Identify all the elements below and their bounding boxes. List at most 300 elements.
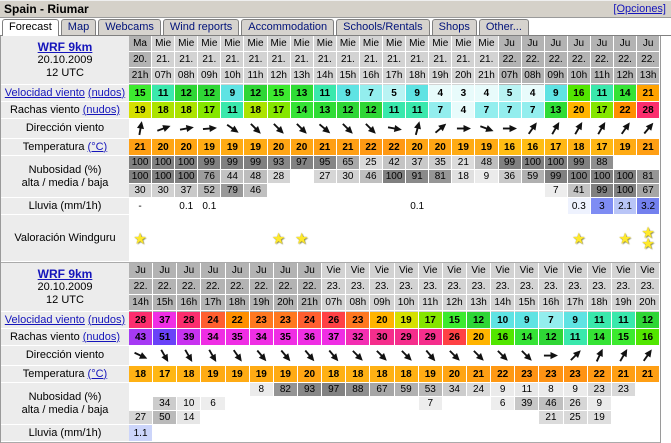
- cloud-low-cell: 30: [152, 184, 175, 198]
- column-date: 21.: [175, 52, 197, 68]
- wind-gust-cell: 7: [499, 102, 522, 119]
- column-date: 23.: [636, 279, 659, 295]
- wind-speed-cell: 11: [314, 85, 337, 102]
- wind-speed-cell: 13: [291, 85, 314, 102]
- cloud-mid-cell: 9: [588, 397, 612, 411]
- temperature-cell: 23: [515, 366, 539, 383]
- rain-cell: [383, 198, 406, 215]
- wind-speed-cell: 9: [406, 85, 429, 102]
- options-link[interactable]: [Opciones]: [613, 3, 666, 15]
- tab-shops[interactable]: Shops: [432, 19, 477, 35]
- cloud-high-cell: 11: [515, 383, 539, 397]
- column-day: Vie: [515, 263, 538, 279]
- wind-speed-cell: 24: [298, 312, 322, 329]
- rating-cell: [452, 215, 475, 262]
- wind-speed-unit-link[interactable]: (nudos): [87, 313, 126, 326]
- cloud-label-line1: Nubosidad (%): [28, 163, 102, 176]
- column-day: Ma: [129, 36, 151, 52]
- rating-cell: [383, 215, 406, 262]
- wind-speed-cell: 21: [637, 85, 660, 102]
- cloud-mid-cell: 44: [221, 170, 244, 184]
- cloud-mid-cell: [467, 397, 491, 411]
- column-header: [429, 36, 452, 85]
- wind-gusts-unit-link[interactable]: (nudos): [82, 330, 120, 343]
- column-hour: 18h: [226, 295, 249, 311]
- wind-speed-cell: 9: [564, 312, 588, 329]
- rain-cell: [152, 198, 175, 215]
- column-header: [383, 36, 406, 85]
- column-header: [419, 263, 443, 312]
- wind-direction-arrow-icon: [205, 348, 220, 363]
- wind-gust-cell: 28: [637, 102, 660, 119]
- wind-direction-cell: [129, 346, 153, 366]
- temperature-cell: 17: [591, 139, 614, 156]
- model-run-date: 20.10.2009: [37, 53, 93, 66]
- wind-speed-cell: 7: [360, 85, 383, 102]
- tab-schools-rentals[interactable]: Schools/Rentals: [336, 19, 430, 35]
- tab-bar: [0, 18, 671, 36]
- column-hour: 08h: [522, 68, 544, 84]
- cloud-low-cell: [346, 411, 370, 425]
- cloud-low-cell: [443, 411, 467, 425]
- wind-direction-cell: [515, 346, 539, 366]
- wind-direction-cell: [452, 119, 475, 139]
- cloud-high-cell: 93: [268, 156, 291, 170]
- column-date: 21.: [221, 52, 243, 68]
- rain-cell: [588, 425, 612, 442]
- cloud-low-cell: [395, 411, 419, 425]
- model-header-row: [1, 263, 660, 312]
- cloud-low-cell: [360, 184, 383, 198]
- rain-cell: 0.1: [198, 198, 221, 215]
- column-day: Vie: [491, 263, 514, 279]
- wind-direction-arrow-icon: [433, 121, 448, 136]
- cloud-low-cell: 19: [588, 411, 612, 425]
- cloud-high-cell: [153, 383, 177, 397]
- column-date: 23.: [443, 279, 466, 295]
- column-header: [177, 263, 201, 312]
- column-date: 22.: [637, 52, 659, 68]
- cloud-high-cell: 100: [129, 156, 152, 170]
- rain-cell: [153, 425, 177, 442]
- column-date: 21.: [475, 52, 497, 68]
- wind-speed-cell: 12: [244, 85, 267, 102]
- wind-direction-arrow-icon: [410, 121, 425, 136]
- temperature-cell: 21: [314, 139, 337, 156]
- temperature-cell: 22: [360, 139, 383, 156]
- wind-gust-cell: 20: [568, 102, 591, 119]
- temperature-cell: 19: [198, 139, 221, 156]
- wind-direction-cell: [545, 119, 568, 139]
- column-date: 21.: [383, 52, 405, 68]
- wind-speed-cell: 12: [636, 312, 660, 329]
- cloud-mid-cell: 26: [564, 397, 588, 411]
- wind-speed-unit-link[interactable]: (nudos): [87, 86, 126, 99]
- rain-label-text: Lluvia (mm/1h): [28, 199, 102, 212]
- column-day: Vie: [419, 263, 442, 279]
- model-info: [1, 263, 129, 312]
- rating-row: [1, 215, 660, 262]
- cloud-low-cell: [429, 184, 452, 198]
- cloud-mid-cell: 18: [452, 170, 475, 184]
- rating-cell: [175, 215, 198, 262]
- rain-cell: [360, 198, 383, 215]
- temperature-label-text: Temperatura: [22, 140, 85, 153]
- column-day: Mie: [152, 36, 174, 52]
- wind-direction-label-text: Dirección viento: [25, 349, 105, 361]
- wind-direction-arrow-icon: [456, 121, 471, 136]
- temperature-label-text: Temperatura: [22, 367, 85, 380]
- wind-direction-arrow-icon: [156, 121, 171, 136]
- column-date: 23.: [346, 279, 369, 295]
- column-hour: 17h: [383, 68, 405, 84]
- temperature-cell: 22: [588, 366, 612, 383]
- rain-cell: [370, 425, 394, 442]
- cloud-high-cell: 97: [291, 156, 314, 170]
- cloud-high-cell: 59: [395, 383, 419, 397]
- column-hour: 15h: [515, 295, 538, 311]
- wind-direction-cell: [591, 119, 614, 139]
- column-header: [588, 263, 612, 312]
- wind-direction-cell: [268, 119, 291, 139]
- wind-gust-cell: 17: [591, 102, 614, 119]
- cloud-mid-cell: 10: [177, 397, 201, 411]
- title-bar: [0, 0, 671, 18]
- column-hour: 18h: [588, 295, 611, 311]
- column-date: 22.: [568, 52, 590, 68]
- column-header: [298, 263, 322, 312]
- column-date: 22.: [129, 279, 152, 295]
- cloud-low-cell: 14: [177, 411, 201, 425]
- wind-speed-cell: 11: [591, 85, 614, 102]
- column-hour: 09h: [545, 68, 567, 84]
- cloud-mid-cell: 6: [201, 397, 225, 411]
- column-header: [443, 263, 467, 312]
- wind-direction-cell: [636, 346, 660, 366]
- wind-direction-arrow-icon: [157, 348, 172, 363]
- column-hour: 14h: [491, 295, 514, 311]
- wind-direction-cell: [337, 119, 360, 139]
- wind-direction-arrow-icon: [179, 121, 194, 136]
- column-day: Mie: [429, 36, 451, 52]
- rating-cell: [337, 215, 360, 262]
- wind-direction-cell: [467, 346, 491, 366]
- column-hour: 10h: [395, 295, 418, 311]
- rating-cell: [268, 215, 291, 262]
- cloud-low-cell: [515, 411, 539, 425]
- column-date: 23.: [322, 279, 345, 295]
- cloud-mid-cell: 59: [522, 170, 545, 184]
- wind-gusts-unit-link[interactable]: (nudos): [82, 103, 120, 116]
- cloud-low-cell: 7: [545, 184, 568, 198]
- wind-direction-cell: [370, 346, 394, 366]
- wind-gust-cell: 14: [291, 102, 314, 119]
- wind-direction-cell: [226, 346, 250, 366]
- cloud-mid-cell: [636, 397, 660, 411]
- wind-direction-cell: [314, 119, 337, 139]
- wind-gust-cell: 16: [491, 329, 515, 346]
- star-icon: ★: [272, 230, 285, 246]
- wind-gust-cell: 7: [429, 102, 452, 119]
- star-icon: ★: [642, 236, 654, 251]
- model-link[interactable]: WRF 9km: [37, 266, 93, 281]
- cloud-high-cell: 48: [475, 156, 498, 170]
- wind-direction-cell: [129, 119, 152, 139]
- cloud-high-cell: [614, 156, 637, 170]
- wind-direction-cell: [322, 346, 346, 366]
- cloud-low-cell: [322, 411, 346, 425]
- cloud-low-cell: 52: [198, 184, 221, 198]
- wind-speed-cell: 11: [152, 85, 175, 102]
- cloud-mid-cell: 46: [539, 397, 563, 411]
- column-hour: 13h: [637, 68, 659, 84]
- cloud-mid-cell: 81: [429, 170, 452, 184]
- tab-webcams[interactable]: Webcams: [98, 19, 161, 35]
- wind-direction-cell: [564, 346, 588, 366]
- column-date: 23.: [539, 279, 562, 295]
- cloud-low-cell: 50: [153, 411, 177, 425]
- rain-cell: [515, 425, 539, 442]
- wind-direction-cell: [244, 119, 267, 139]
- cloud-high-cell: 34: [443, 383, 467, 397]
- cloud-mid-cell: 7: [419, 397, 443, 411]
- wind-speed-cell: 14: [614, 85, 637, 102]
- column-day: Mie: [337, 36, 359, 52]
- cloud-mid-cell: 9: [475, 170, 498, 184]
- wind-gust-cell: 35: [274, 329, 298, 346]
- wind-speed-cell: 22: [226, 312, 250, 329]
- wind-direction-cell: [152, 119, 175, 139]
- wind-gust-cell: 13: [545, 102, 568, 119]
- wind-speed-cell: 11: [612, 312, 636, 329]
- rain-cell: 3: [591, 198, 614, 215]
- column-hour: 14h: [314, 68, 336, 84]
- column-hour: 21h: [298, 295, 321, 311]
- tab-map[interactable]: Map: [61, 19, 96, 35]
- wind-speed-cell: 23: [250, 312, 274, 329]
- cloud-mid-cell: 91: [406, 170, 429, 184]
- rain-cell: 2.1: [614, 198, 637, 215]
- rain-cell: 0.1: [175, 198, 198, 215]
- column-day: Mie: [406, 36, 428, 52]
- wind-speed-cell: 9: [545, 85, 568, 102]
- wind-direction-cell: [360, 119, 383, 139]
- column-header: [291, 36, 314, 85]
- column-hour: 11h: [244, 68, 266, 84]
- column-hour: 17h: [564, 295, 587, 311]
- column-day: Mie: [268, 36, 290, 52]
- wind-gust-cell: 11: [221, 102, 244, 119]
- cloud-low-cell: [268, 184, 291, 198]
- temperature-cell: 21: [129, 139, 152, 156]
- cloud-low-cell: [522, 184, 545, 198]
- wind-direction-arrow-icon: [543, 348, 558, 363]
- column-header: [591, 36, 614, 85]
- wind-speed-cell: 11: [588, 312, 612, 329]
- tab-forecast[interactable]: Forecast: [2, 19, 59, 36]
- wind-speed-cell: 15: [443, 312, 467, 329]
- rain-cell-row: [1, 425, 660, 442]
- model-header-row: [1, 36, 660, 85]
- wind-speed-cell: 26: [322, 312, 346, 329]
- cloud-mid-cell: [291, 170, 314, 184]
- column-headers: [129, 263, 660, 312]
- wind-direction-cell: [614, 119, 637, 139]
- column-hour: 11h: [591, 68, 613, 84]
- temperature-cell: 19: [226, 366, 250, 383]
- page-title: Spain - Riumar: [4, 2, 89, 16]
- temperature-cell: 18: [322, 366, 346, 383]
- column-day: Ju: [129, 263, 152, 279]
- cloud-low-cell: [499, 184, 522, 198]
- rating-cell: [314, 215, 337, 262]
- wind-speed-link[interactable]: Velocidad viento: [4, 313, 85, 326]
- column-hour: 19h: [612, 295, 635, 311]
- rating-label: [1, 215, 129, 262]
- cloud-high-cell: 99: [221, 156, 244, 170]
- column-header: [322, 263, 346, 312]
- column-hour: 09h: [370, 295, 393, 311]
- cloud-low-cell: 67: [637, 184, 660, 198]
- wind-direction-arrow-icon: [592, 348, 607, 363]
- cloud-high-cell: 99: [499, 156, 522, 170]
- cloud-high-cell: 21: [452, 156, 475, 170]
- temperature-unit-link[interactable]: (°C): [87, 140, 108, 153]
- cloud-cover-label: [1, 156, 129, 198]
- column-day: Vie: [346, 263, 369, 279]
- column-header: [268, 36, 291, 85]
- wind-direction-arrow-icon: [317, 121, 332, 136]
- cloud-high-cell: [226, 383, 250, 397]
- column-header: [406, 36, 429, 85]
- temperature-cell: 18: [346, 366, 370, 383]
- wind-direction-arrow-icon: [374, 348, 389, 363]
- cloud-cover-row: [1, 156, 660, 198]
- column-header: [244, 36, 267, 85]
- model-link[interactable]: WRF 9km: [37, 39, 93, 54]
- wind-gust-cell: 16: [636, 329, 660, 346]
- wind-speed-link[interactable]: Velocidad viento: [4, 86, 85, 99]
- column-day: Ju: [614, 36, 636, 52]
- tab-wind-reports[interactable]: Wind reports: [163, 19, 239, 35]
- cloud-mid-cell: [250, 397, 274, 411]
- temperature-cell: 21: [637, 139, 660, 156]
- rain-cell: [314, 198, 337, 215]
- cloud-mid-cell: 27: [314, 170, 337, 184]
- temperature-unit-link[interactable]: (°C): [87, 367, 108, 380]
- cloud-high-cell: 9: [564, 383, 588, 397]
- wind-speed-cell: 9: [515, 312, 539, 329]
- column-hour: 19h: [250, 295, 273, 311]
- cloud-high-cell: 93: [298, 383, 322, 397]
- rain-cell: [244, 198, 267, 215]
- temperature-cell: 20: [298, 366, 322, 383]
- rain-cell: [539, 425, 563, 442]
- temperature-cell: 16: [499, 139, 522, 156]
- wind-direction-arrow-icon: [641, 121, 656, 136]
- cloud-low-cell: 27: [129, 411, 153, 425]
- column-date: 21.: [452, 52, 474, 68]
- column-date: 23.: [370, 279, 393, 295]
- wind-gust-cell: 20: [467, 329, 491, 346]
- wind-gust-cell: 14: [515, 329, 539, 346]
- wind-speed-cell-label: [1, 85, 129, 102]
- wind-direction-arrow-icon: [278, 348, 293, 363]
- cloud-mid-cell: [370, 397, 394, 411]
- wind-gust-cell-row: [1, 102, 660, 119]
- model-run-date: 20.10.2009: [37, 280, 93, 293]
- cloud-mid-cell: 39: [515, 397, 539, 411]
- wind-speed-cell: 4: [522, 85, 545, 102]
- cloud-mid-cell: 81: [637, 170, 660, 184]
- temperature-cell: 19: [250, 366, 274, 383]
- tab-accommodation[interactable]: Accommodation: [241, 19, 334, 35]
- column-header: [568, 36, 591, 85]
- temperature-cell: 19: [614, 139, 637, 156]
- column-date: 21.: [314, 52, 336, 68]
- tab-other[interactable]: Other...: [479, 19, 529, 35]
- column-date: 21.: [360, 52, 382, 68]
- column-header: [475, 36, 498, 85]
- rating-cell: [291, 215, 314, 262]
- cloud-high-cell: 88: [346, 383, 370, 397]
- cloud-low-cell: [636, 411, 660, 425]
- wind-direction-cell: [395, 346, 419, 366]
- column-hour: 16h: [360, 68, 382, 84]
- cloud-low-cell: [612, 411, 636, 425]
- wind-direction-cell: [177, 346, 201, 366]
- wind-gust-cell-label: [1, 102, 129, 119]
- cloud-mid-cell: 100: [568, 170, 591, 184]
- column-date: 23.: [612, 279, 635, 295]
- rating-cell: [591, 215, 614, 262]
- column-header: [612, 263, 636, 312]
- wind-gust-cell: 30: [370, 329, 394, 346]
- column-day: Mie: [475, 36, 497, 52]
- wind-gust-cell: 19: [129, 102, 152, 119]
- wind-direction-arrow-icon: [618, 121, 633, 136]
- column-hour: 15h: [337, 68, 359, 84]
- wind-gust-cell: 11: [564, 329, 588, 346]
- wind-gust-cell: 18: [175, 102, 198, 119]
- wind-direction-arrow-icon: [387, 121, 402, 136]
- wind-gust-cell: 37: [322, 329, 346, 346]
- rating-label-text: Valoración Windguru: [14, 231, 116, 244]
- rain-cell: [322, 425, 346, 442]
- rating-cell: [406, 215, 429, 262]
- cloud-low-cell: 30: [129, 184, 152, 198]
- cloud-high-cell: [201, 383, 225, 397]
- wind-direction-arrow-icon: [423, 348, 438, 363]
- column-hour: 09h: [198, 68, 220, 84]
- rating-cell: [475, 215, 498, 262]
- cloud-high-cell: 37: [406, 156, 429, 170]
- rain-cell: [491, 425, 515, 442]
- wind-direction-arrow-icon: [326, 348, 341, 363]
- temperature-cell: 17: [153, 366, 177, 383]
- star-icon: ★: [295, 230, 308, 246]
- column-day: Ju: [153, 263, 176, 279]
- cloud-mid-cell: [274, 397, 298, 411]
- temperature-cell: 19: [201, 366, 225, 383]
- model-run-utc: 12 UTC: [46, 293, 84, 306]
- wind-speed-cell: 12: [198, 85, 221, 102]
- temperature-cell: 20: [268, 139, 291, 156]
- wind-direction-cell: [250, 346, 274, 366]
- temperature-cell-row: [1, 139, 660, 156]
- cloud-low-cell: [370, 411, 394, 425]
- column-date: 23.: [419, 279, 442, 295]
